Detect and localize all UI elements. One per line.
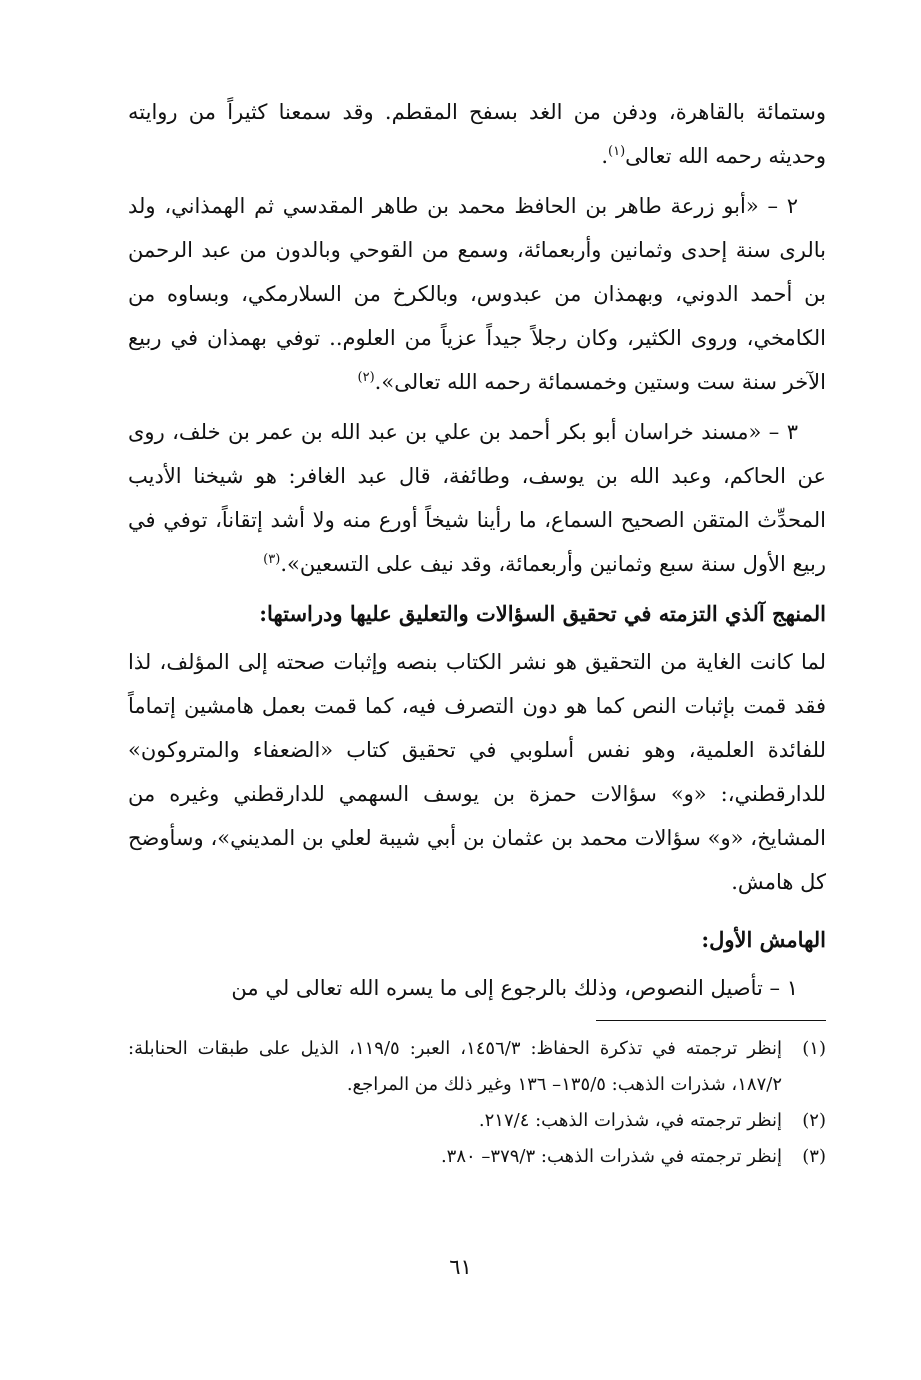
footnote-text: إنظر ترجمته في شذرات الذهب: ٣٧٩/٣– ٣٨٠. xyxy=(440,1146,782,1167)
footnote-ref-1[interactable]: (١) xyxy=(608,144,626,159)
footnote-3 xyxy=(128,1139,826,1175)
paragraph-3 xyxy=(128,410,826,586)
paragraph-3-text: ٣ – «مسند خراسان أبو بكر أحمد بن علي بن عبد الله بن عمر بن خلف، روى عن الحاكم، وعبد الله بن يوسف، وطائفة، قال عبد الغافر: هو شيخنا الأديب المحدِّث المتقن الصحيح السماع، ما رأينا شيخاً أورع منه ولا أشد إتقاناً، توفي في ربيع الأول سنة سبع وثمانين وأربعمائة، وقد نيف على التسعين». xyxy=(128,420,826,576)
footnote-text: إنظر ترجمته في، شذرات الذهب: ٢١٧/٤. xyxy=(478,1110,782,1131)
paragraph-1-end: . xyxy=(601,144,608,168)
footnote-ref-3[interactable]: (٣) xyxy=(263,552,281,567)
main-text xyxy=(128,90,826,1010)
section-heading-first-margin: الهامش الأول: xyxy=(701,927,826,952)
footnote-ref-2[interactable]: (٢) xyxy=(357,370,375,385)
footnote-divider xyxy=(596,1020,826,1021)
footnote-number: (٣) xyxy=(802,1146,826,1167)
footnotes xyxy=(128,1031,826,1175)
footnote-text: إنظر ترجمته في تذكرة الحفاظ: ١٤٥٦/٣، العبر: ١١٩/٥، الذيل على طبقات الحنابلة: ١٨٧/٢، شذرات الذهب: ١٣٥/٥– ١٣٦ وغير ذلك من المراجع. xyxy=(128,1038,782,1095)
footnote-number: (٢) xyxy=(802,1110,826,1131)
paragraph-5: ١ – تأصيل النصوص، وذلك بالرجوع إلى ما يسره الله تعالى لي من xyxy=(231,976,798,1000)
page-body xyxy=(128,90,826,1340)
paragraph-2-text: ٢ – «أبو زرعة طاهر بن الحافظ محمد بن طاهر المقدسي ثم الهمذاني، ولد بالرى سنة إحدى وثمانين وأربعمائة، وسمع من القوحي وبالدون من عبد الرحمن بن أحمد الدوني، وبهمذان من عبدوس، وبالكرخ من السلارمكي، وبساوه من الكامخي، وروى الكثير، وكان رجلاً جيداً عزياً من العلوم.. توفي بهمذان في ربيع الآخر سنة ست وستين وخمسمائة رحمه الله تعالى». xyxy=(128,194,826,394)
footnote-2 xyxy=(128,1103,826,1139)
page-number: ٦١ xyxy=(449,1255,472,1279)
paragraph-1-text: وستمائة بالقاهرة، ودفن من الغد بسفح المقطم. وقد سمعنا كثيراً من روايته وحديثه رحمه الله تعالى xyxy=(128,100,826,168)
paragraph-4: لما كانت الغاية من التحقيق هو نشر الكتاب بنصه وإثبات صحته إلى المؤلف، لذا فقد قمت بإثبات النص كما هو دون التصرف فيه، كما قمت بعمل هامشين إتماماً للفائدة العلمية، وهو نفس أسلوبي في تحقيق كتاب «الضعفاء والمتروكون» للدارقطني،: «و» سؤالات حمزة بن يوسف السهمي للدارقطني وغيره من المشايخ، «و» سؤالات محمد بن عثمان بن أبي شيبة لعلي بن المديني»، وسأوضح كل هامش. xyxy=(128,650,826,894)
section-heading-method: المنهج آلذي التزمته في تحقيق السؤالات والتعليق عليها ودراستها: xyxy=(259,601,826,626)
paragraph-1 xyxy=(128,90,826,178)
paragraph-2 xyxy=(128,184,826,404)
footnote-1 xyxy=(128,1031,826,1103)
footnote-number: (١) xyxy=(802,1038,826,1059)
